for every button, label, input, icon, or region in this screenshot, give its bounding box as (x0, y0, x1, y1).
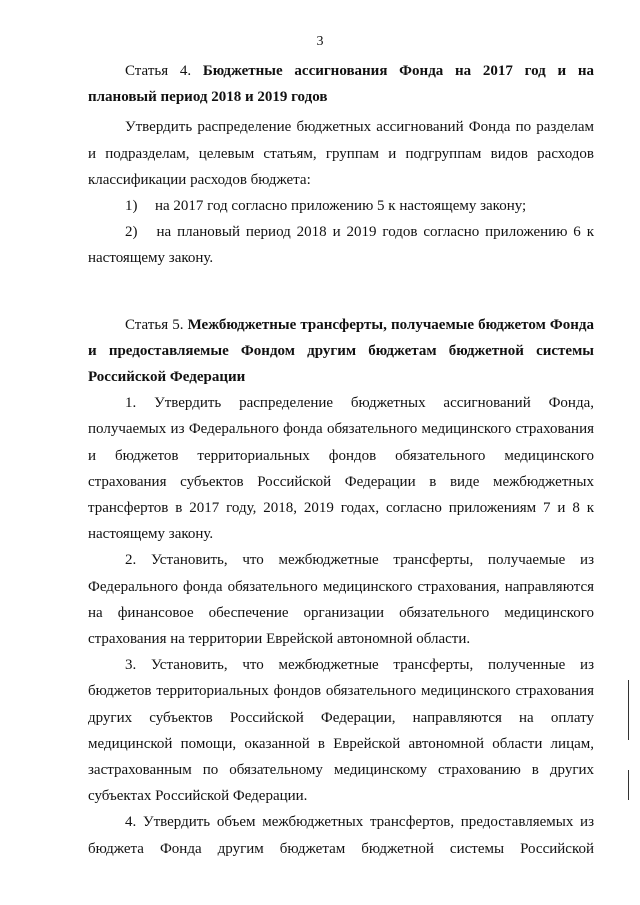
article-5-paragraph-4: 4. Утвердить объем межбюджетных трансфертов, предоставляемых из бюджета Фонда другим бюджетам бюджетной системы Российской (88, 814, 594, 857)
article-4-body: Утвердить распределение бюджетных ассигнований Фонда по разделам и подразделам, целевым статьям, группам и подгруппам видов расходов классификации расходов бюджета: (88, 119, 594, 188)
item-text: на плановый период 2018 и 2019 годов согласно приложению 6 к настоящему закону. (88, 224, 594, 267)
page-number: 3 (316, 34, 324, 49)
article-5-paragraph-3: 3. Установить, что межбюджетные трансферты, полученные из бюджетов территориальных фондов обязательного медицинского страхования других субъектов Российской Федерации, направляются на оплату медицинской помощи, оказанной в Еврейской автономной области лицам, застрахованным по обязательному медицинскому страхованию в других субъектах Российской Федерации. (88, 657, 594, 805)
article-4-item-2 (88, 219, 594, 271)
item-text: на 2017 год согласно приложению 5 к настоящему закону; (155, 198, 527, 215)
article-5-paragraph-1: 1. Утвердить распределение бюджетных ассигнований Фонда, получаемых из Федерального фонда обязательного медицинского страхования и бюджетов территориальных фондов обязательного медицинского страхования субъектов Российской Федерации в виде межбюджетных трансфертов в 2017 году, 2018, 2019 годах, согласно приложениям 7 и 8 к настоящему закону. (88, 395, 594, 543)
article-5-heading (88, 312, 594, 391)
article-4-item-1 (88, 193, 594, 219)
article-5-label: Статья 5. (125, 316, 184, 333)
scan-edge-mark (628, 680, 629, 740)
item-number: 2) (125, 224, 138, 241)
item-number: 1) (125, 198, 138, 215)
article-4-heading-line1 (88, 58, 594, 84)
article-4-heading-line2 (88, 84, 594, 110)
article-4-title: Бюджетные ассигнования Фонда на 2017 год и на (202, 63, 594, 79)
article-4-label: Статья 4. (125, 63, 192, 79)
scan-edge-mark (628, 770, 629, 800)
document-body (88, 58, 594, 862)
article-4-title-cont: плановый период 2018 и 2019 годов (88, 89, 328, 106)
article-5-paragraph-2: 2. Установить, что межбюджетные трансферты, получаемые из Федерального фонда обязательного медицинского страхования, направляются на финансовое обеспечение организации обязательного медицинского страхования на территории Еврейской автономной области. (88, 552, 594, 648)
article-5-title: Межбюджетные трансферты, получаемые бюджетом Фонда и предоставляемые Фондом другим бюджетам бюджетной системы Российской Федерации (88, 316, 594, 386)
